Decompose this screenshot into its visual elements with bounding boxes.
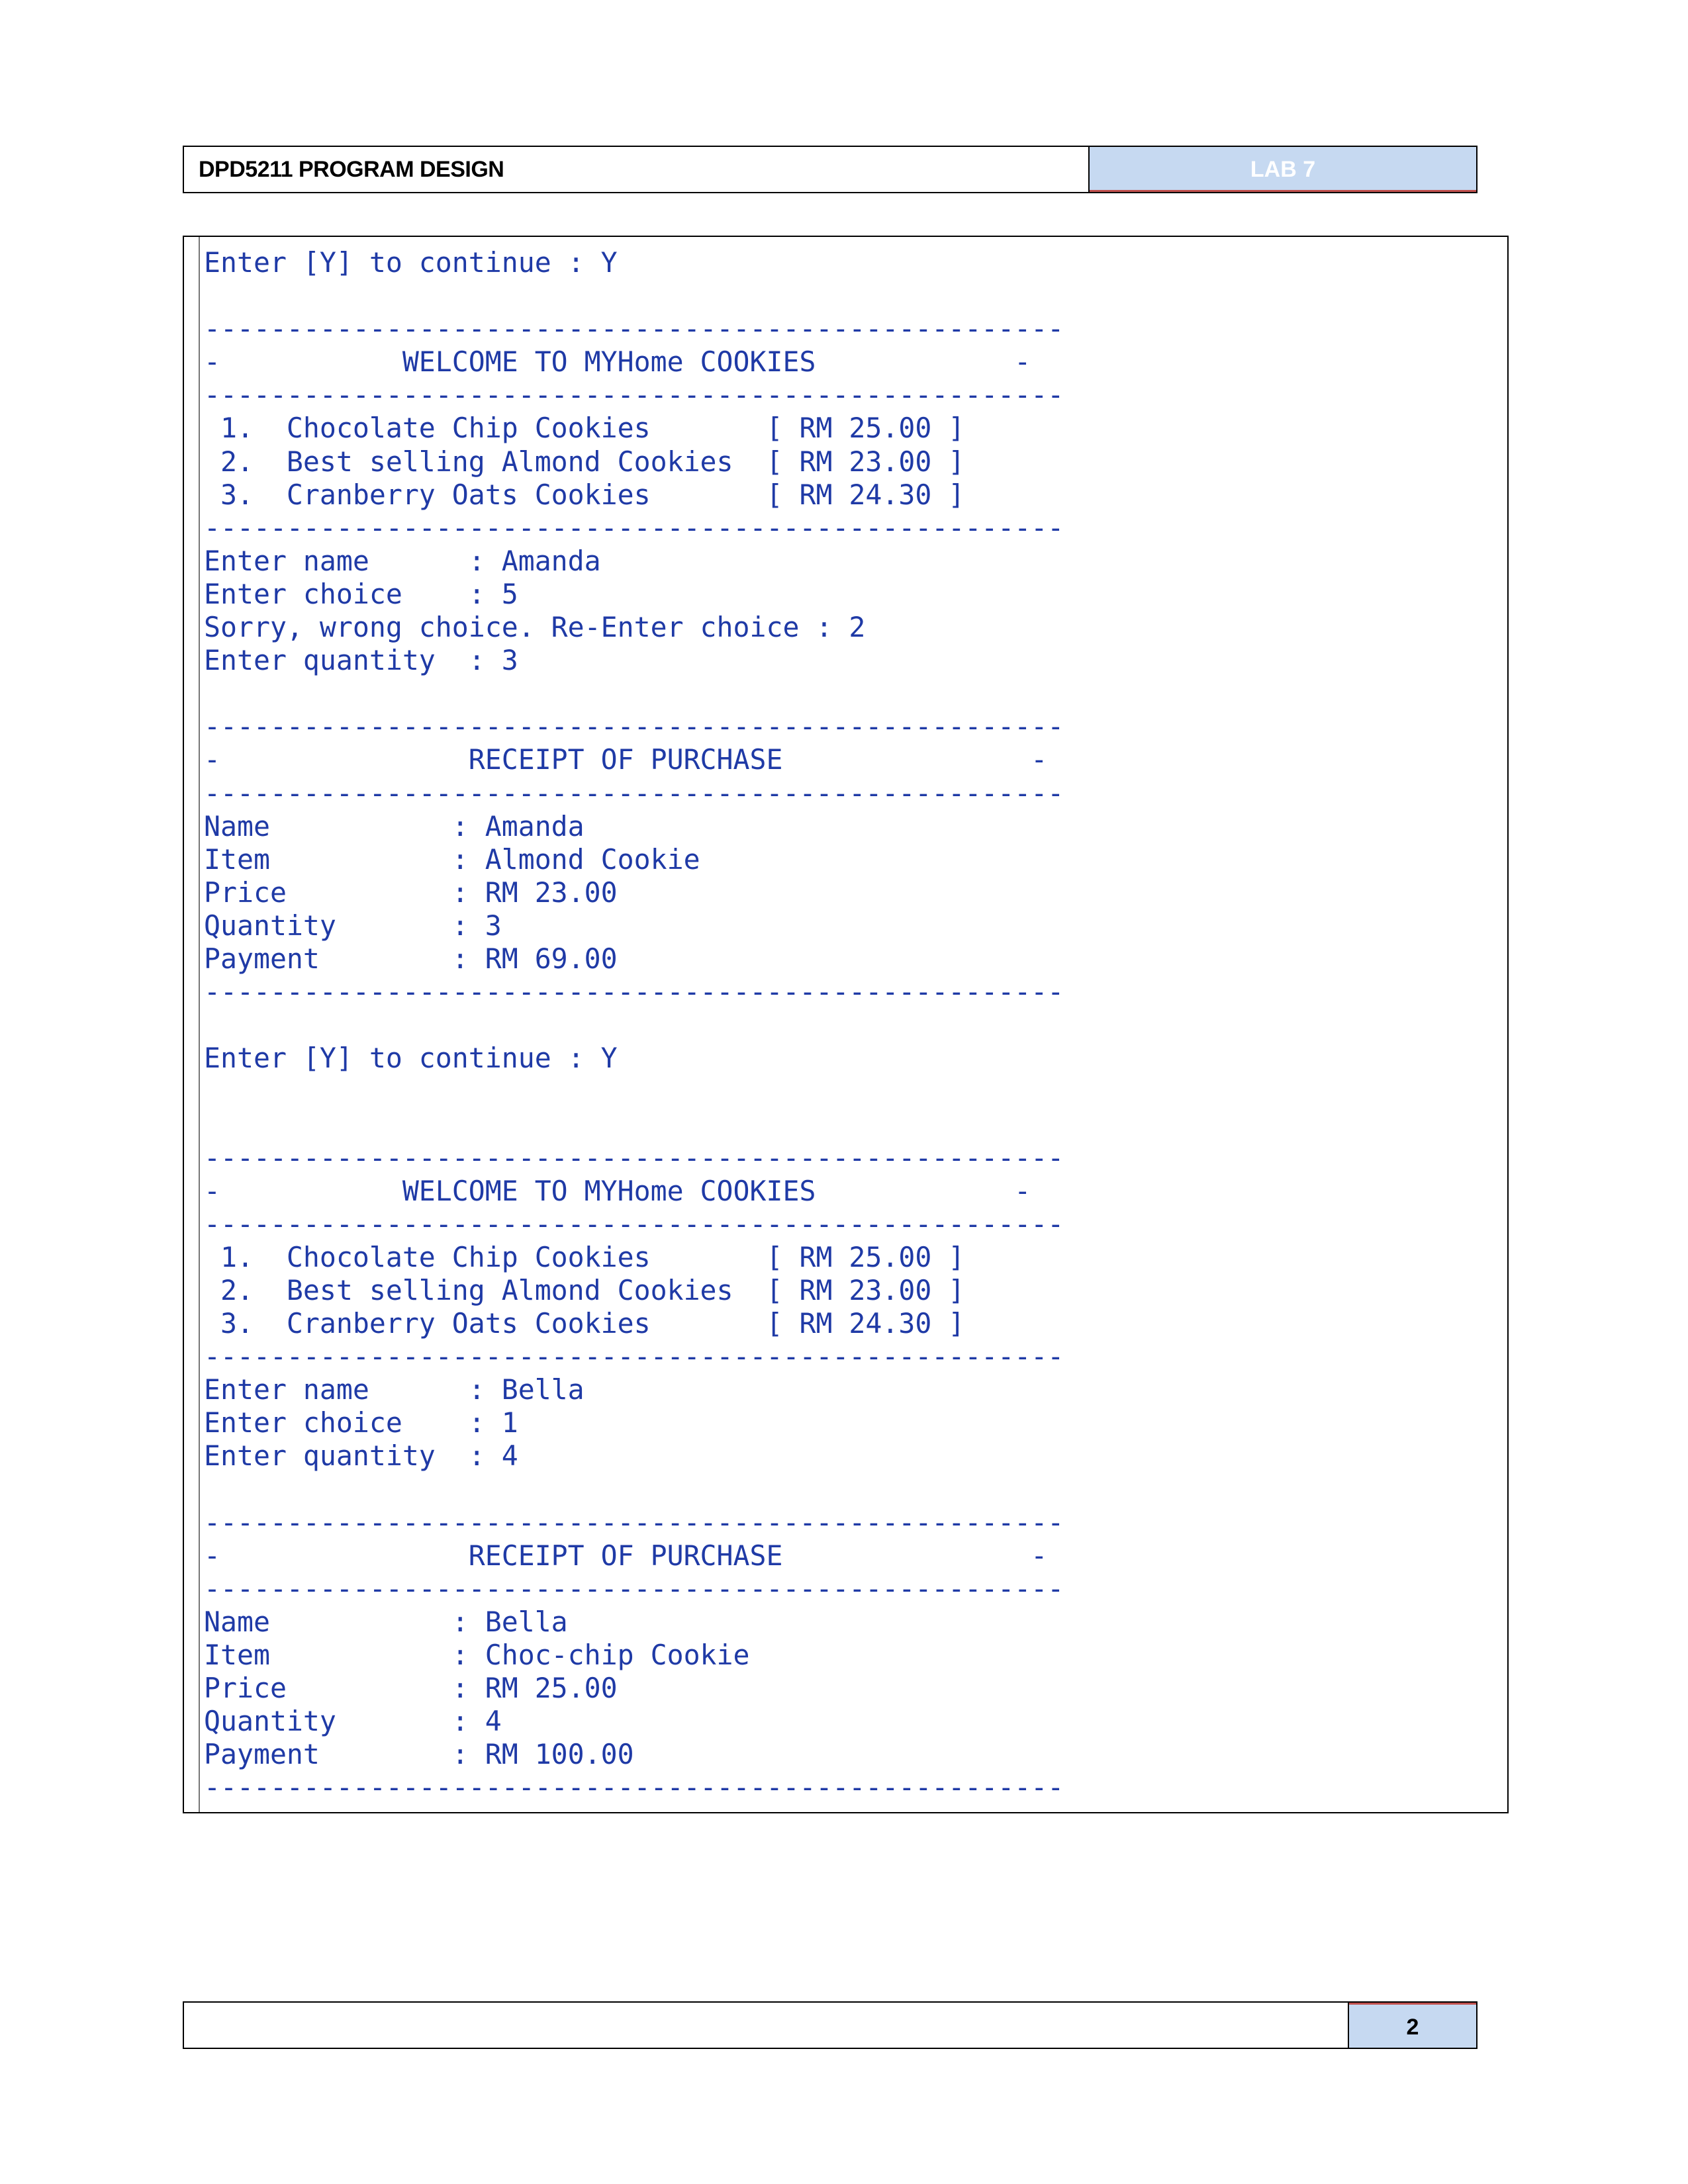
console-line: ---------------------------------------------------- [204,1506,1064,1539]
console-line: - WELCOME TO MYHome COOKIES - [204,1174,1031,1207]
console-line: ---------------------------------------------------- [204,1572,1064,1605]
course-title: DPD5211 PROGRAM DESIGN [184,147,1090,192]
console-line: 3. Cranberry Oats Cookies [ RM 24.30 ] [204,1307,965,1340]
console-line: 2. Best selling Almond Cookies [ RM 23.00 ] [204,1273,965,1306]
console-line: Enter choice : 1 [204,1406,518,1439]
console-line: 2. Best selling Almond Cookies [ RM 23.00 ] [204,445,965,478]
console-line: 1. Chocolate Chip Cookies [ RM 25.00 ] [204,412,965,445]
console-line: Enter name : Amanda [204,544,601,577]
console-line: ---------------------------------------------------- [204,1340,1064,1373]
console-line: Item : Choc-chip Cookie [204,1638,750,1671]
console-line: Enter quantity : 4 [204,1439,518,1473]
console-line: ---------------------------------------------------- [204,776,1064,809]
console-line: ---------------------------------------------------- [204,976,1064,1009]
console-line: Payment : RM 100.00 [204,1738,634,1771]
console-line: ---------------------------------------------------- [204,1207,1064,1240]
console-line [204,1108,1064,1141]
console-line: Item : Almond Cookie [204,842,700,876]
console-line [204,677,1064,710]
page-footer [183,2001,1477,2049]
console-line: ---------------------------------------------------- [204,511,1064,544]
console-line: Price : RM 23.00 [204,876,618,909]
console-line: Enter name : Bella [204,1373,585,1406]
console-line: Price : RM 25.00 [204,1672,618,1705]
console-left-rule [199,237,200,1812]
console-line [204,279,1064,312]
console-line: Name : Bella [204,1605,568,1638]
console-line: - RECEIPT OF PURCHASE - [204,743,1048,776]
page-number: 2 [1349,2003,1476,2048]
console-line: Enter [Y] to continue : Y [204,1042,618,1075]
console-line: Quantity : 4 [204,1705,502,1738]
console-output-box [183,236,1509,1813]
console-line: Enter [Y] to continue : Y [204,246,618,279]
console-line: 1. Chocolate Chip Cookies [ RM 25.00 ] [204,1240,965,1273]
console-line: ---------------------------------------------------- [204,312,1064,345]
console-line: - RECEIPT OF PURCHASE - [204,1539,1048,1572]
footer-blank [184,2003,1349,2048]
console-line: 3. Cranberry Oats Cookies [ RM 24.30 ] [204,478,965,511]
console-line: Sorry, wrong choice. Re-Enter choice : 2 [204,611,866,644]
console-line: Enter choice : 5 [204,577,518,610]
console-line [204,1009,1064,1042]
console-line: ---------------------------------------------------- [204,1141,1064,1174]
console-line: ---------------------------------------------------- [204,710,1064,743]
page-header [183,146,1477,193]
lab-label: LAB 7 [1090,147,1476,192]
console-line: Name : Amanda [204,809,585,842]
console-line: ---------------------------------------------------- [204,1771,1064,1804]
console-line: - WELCOME TO MYHome COOKIES - [204,345,1031,379]
console-line [204,1075,1064,1108]
console-line: ---------------------------------------------------- [204,379,1064,412]
console-text [204,246,1064,1804]
console-line: Enter quantity : 3 [204,644,518,677]
console-line: Quantity : 3 [204,909,502,942]
console-line [204,1473,1064,1506]
console-line: Payment : RM 69.00 [204,942,618,975]
